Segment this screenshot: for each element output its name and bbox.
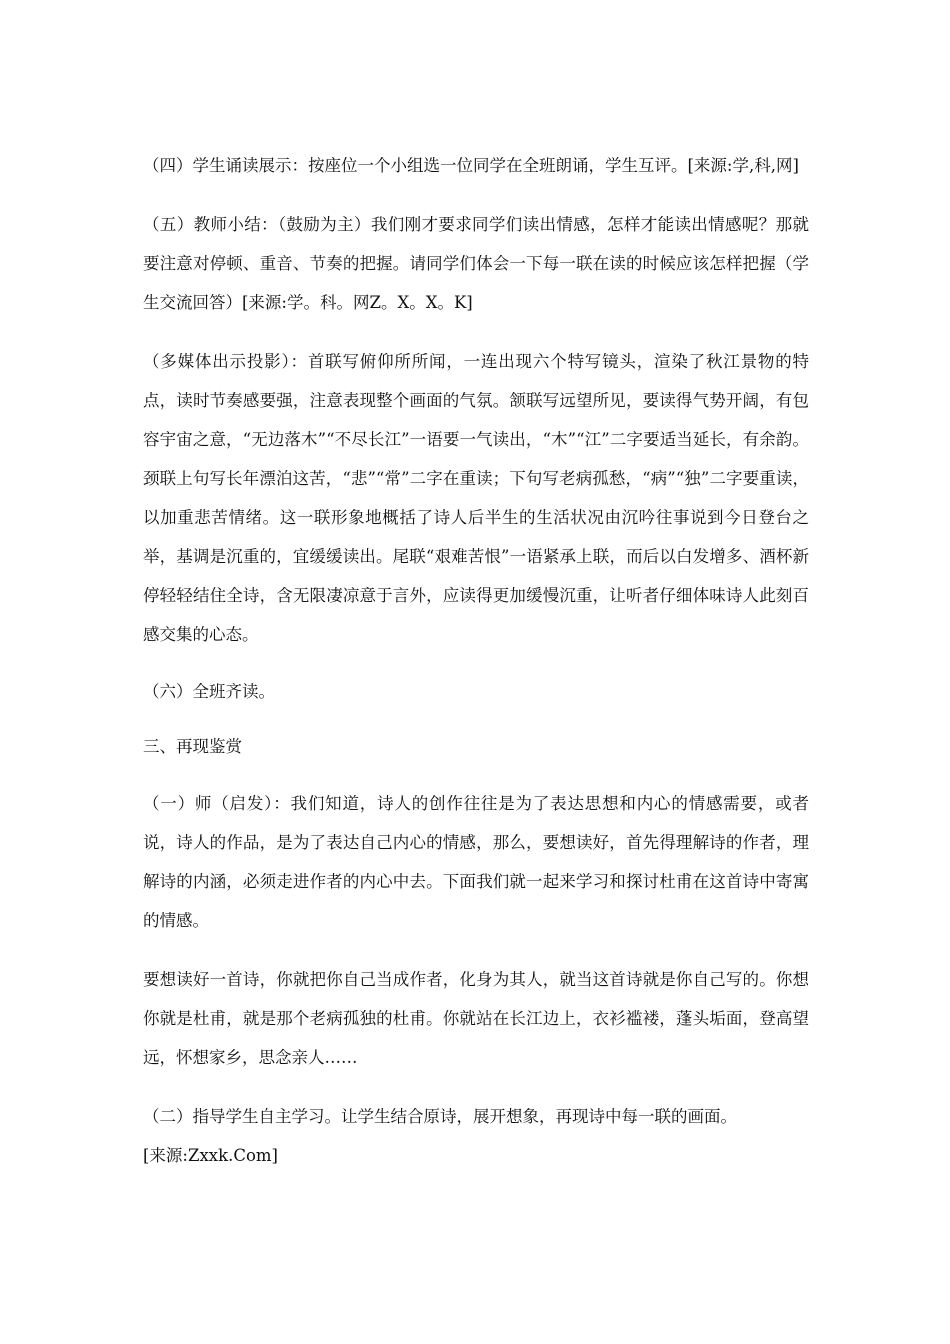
paragraph-teacher-inspiration: （一）师（启发）：我们知道，诗人的创作往往是为了表达思想和内心的情感需要，或者说，诗人的作品，是为了表达自己内心的情感，那么，要想读好，首先得理解诗的作者，理解诗的内涵，必须走进作者的内心中去。下面我们就一起来学习和探讨杜甫在这首诗中寄寓的情感。 [143,794,809,930]
paragraph-student-recitation: （四）学生诵读展示：按座位一个小组选一位同学在全班朗诵，学生互评。[来源:学,科,网] [143,156,799,175]
paragraph-class-reading: （六）全班齐读。 [143,682,275,701]
document-body [143,146,809,1175]
paragraph-guided-study: （二）指导学生自主学习。让学生结合原诗，展开想象，再现诗中每一联的画面。 [143,1107,737,1126]
paragraph-imagine-as-author: 要想读好一首诗，你就把你自己当成作者，化身为其人，就当这首诗就是你自己写的。你想你就是杜甫，就是那个老病孤独的杜甫。你就站在长江边上，衣衫褴褛，蓬头垢面，登高望远，怀想家乡，思念亲人…… [143,970,809,1067]
paragraph-teacher-summary: （五）教师小结：（鼓励为主）我们刚才要求同学们读出情感，怎样才能读出情感呢？那就要注意对停顿、重音、节奏的把握。请同学们体会一下每一联在读的时候应该怎样把握（学生交流回答）[来源:学。科。网Z。X。X。K] [143,215,809,312]
paragraph-multimedia-projection: （多媒体出示投影）：首联写俯仰所所闻，一连出现六个特写镜头，渲染了秋江景物的特点，读时节奏感要强，注意表现整个画面的气氛。颔联写远望所见，要读得气势开阔，有包容宇宙之意，“无边落木”“不尽长江”一语要一气读出，“木”“江”二字要适当延长，有余韵。颈联上句写长年漂泊这苦，“悲”“常”二字在重读；下句写老病孤愁，“病”“独”二字要重读，以加重悲苦情绪。这一联形象地概括了诗人后半生的生活状况由沉吟往事说到今日登台之举，基调是沉重的，宜缓缓读出。尾联“艰难苦恨”一语紧承上联，而后以白发增多、酒杯新停轻轻结住全诗，含无限凄凉意于言外，应读得更加缓慢沉重，让听者仔细体味诗人此刻百感交集的心态。 [143,352,809,644]
source-note: [来源:Zxxk.Com] [143,1146,278,1165]
section-heading-appreciation: 三、再现鉴赏 [143,737,242,756]
